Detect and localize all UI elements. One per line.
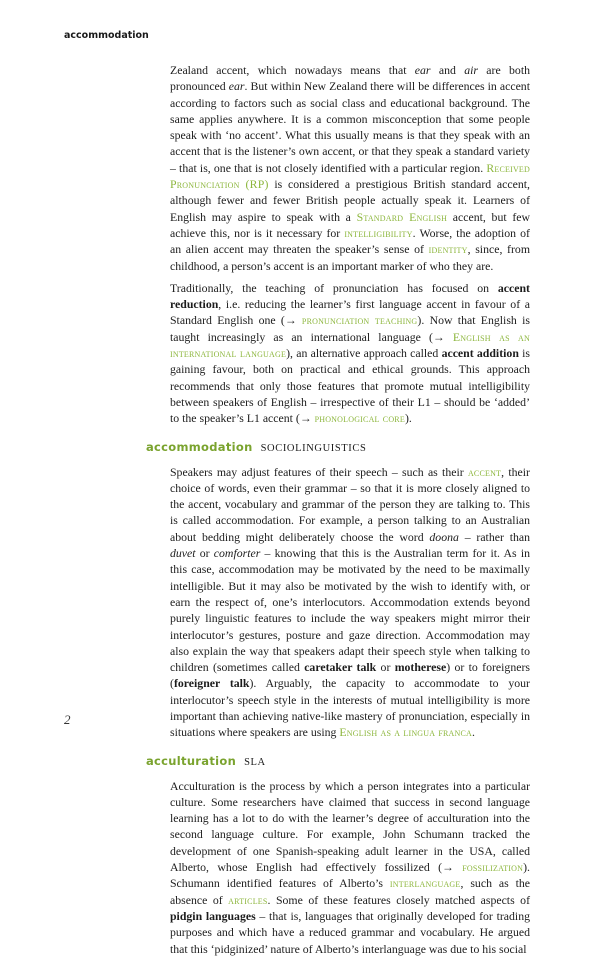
cross-reference-link[interactable]: phonological core [314, 411, 405, 426]
cross-reference-link[interactable]: Received Pronunciation (RP) [170, 160, 530, 192]
cross-reference-link[interactable]: accent [467, 464, 502, 479]
page-number: 2 [64, 712, 71, 727]
cross-reference-link[interactable]: identity [428, 242, 468, 257]
entry-headword: acculturation [146, 753, 237, 768]
paragraph: Speakers may adjust features of their speech – such as their accent, their choice of words, even their grammar – so that it is more closely aligned to the accent, vocabulary and grammar of the person they are talking to. This is called accommodation. For example, a person talking to an Australian about bedding might deliberately choose the word doona – rather than duvet or comforter – knowing that this is the Australian term for it. As in this case, accommodation may be motivated by the need to be maximally intelligible. But it may also be motivated by the wish to identify with, or earn the respect of, one’s interlocutors. Accommodation extends beyond purely linguistic features to include the way speakers might mirror their interlocutor’s gestures, posture and gaze direction. Accommodation may also explain the way that speakers adapt their speech style when talking to children (sometimes called caretaker talk or motherese) or to foreigners (foreigner talk). Arguably, the capacity to accommodate to your interlocutor’s speech style in the interests of mutual intelligibility is more important than achieving native-like mastery of pronunciation, especially in situations where speakers are using English as a lingua franca. [170, 464, 531, 740]
cross-reference-link[interactable]: pronunciation teaching [301, 313, 418, 328]
cross-reference-link[interactable]: English as an international language [170, 329, 530, 361]
cross-reference-link[interactable]: Standard English [356, 209, 448, 224]
cross-reference-link[interactable]: English as a lingua franca [339, 725, 473, 740]
entry-category: SLA [244, 756, 266, 768]
running-head: accommodation [64, 30, 149, 41]
page-content [146, 62, 531, 957]
entry-headword: accommodation [146, 439, 253, 454]
cross-reference-link[interactable]: fossilization [462, 860, 524, 875]
entry-heading [146, 438, 506, 456]
entry-category: SOCIOLINGUISTICS [260, 442, 367, 454]
paragraph: Traditionally, the teaching of pronunciation has focused on accent reduction, i.e. reducing the learner’s first language accent in favour of a Standard English one (→ pronunciation teaching). Now that English is taught increasingly as an international language (→ English as an international language), an alternative approach called accent addition is gaining favour, both on practical and ethical grounds. This approach recommends that only those features that promote mutual intelligibility between speakers of English – irrespective of their L1 – should be ‘added’ to the speaker’s L1 accent (→ phonological core). [170, 280, 531, 426]
cross-reference-link[interactable]: intelligibility [344, 225, 413, 240]
cross-reference-link[interactable]: articles [228, 892, 268, 907]
entry-heading [146, 752, 506, 770]
paragraph: Zealand accent, which nowadays means that ear and air are both pronounced ear. But within New Zealand there will be differences in accent according to factors such as social class and educational background. The same applies anywhere. It is a common misconception that some people speak with ‘no accent’. What this usually means is that they speak with an accent that is the listener’s own accent, or that they speak a standard variety – that is, one that is not closely identified with a particular region. Received Pronunciation (RP) is considered a prestigious British standard accent, although fewer and fewer British people actually speak it. Learners of English may aspire to speak with a Standard English accent, but few achieve this, nor is it necessary for intelligibility. Worse, the adoption of an alien accent may threaten the speaker’s sense of identity, since, from childhood, a person’s accent is an important marker of who they are. [170, 63, 530, 273]
paragraph: Acculturation is the process by which a person integrates into a particular culture. Some researchers have claimed that success in second language learning has a lot to do with the learner’s degree of acculturation into the second language culture. For example, John Schumann tracked the development of one Spanish-speaking adult learner in the USA, called Alberto, whose English had effectively fossilized (→ fossilization). Schumann identified features of Alberto’s interlanguage, such as the absence of articles. Some of these features closely matched aspects of pidgin languages – that is, languages that originally developed for trading purposes and which have a reduced grammar and vocabulary. He argued that this ‘pidginized’ nature of Alberto’s interlanguage was due to his social [170, 778, 531, 956]
cross-reference-link[interactable]: interlanguage [389, 876, 461, 891]
